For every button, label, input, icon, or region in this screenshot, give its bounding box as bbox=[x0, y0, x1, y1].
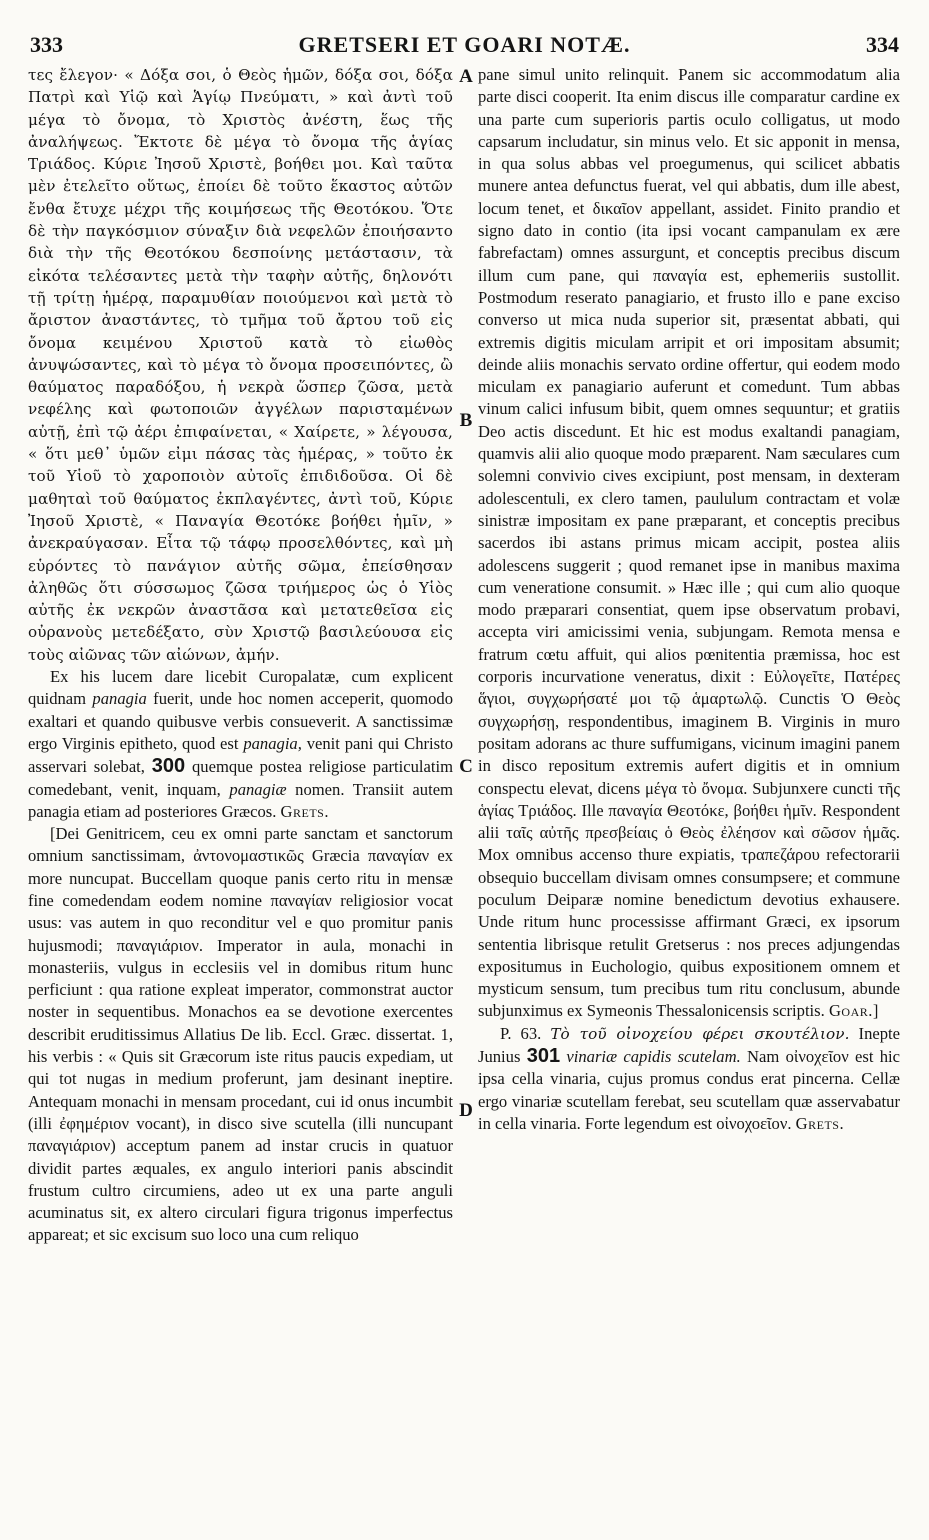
left-column bbox=[28, 64, 453, 1247]
column-number-301: 301 bbox=[526, 1045, 561, 1068]
signature-grets: Grets. bbox=[795, 1113, 845, 1133]
page-number-right: 334 bbox=[866, 32, 899, 57]
margin-marker-d: D bbox=[459, 1100, 473, 1121]
signature-grets: Grets. bbox=[280, 801, 330, 821]
commentary-paragraph-gretser: Ex his lucem dare licebit Curopalatæ, cum explicent quidnam panagia fuerit, unde hoc nomen acceperit, quomodo exaltari et quando quibusve verbis consueverit. A sanctissimæ ergo Virginis epitheto, quod est panagia, venit pani qui Christo asservari solebat, 300 quemque postea religiose particulatim comedebant, venit, inquam, panagiæ nomen. Transiit autem panagia etiam ad posteriores Græcos. Grets. bbox=[28, 667, 453, 821]
column-number-300: 300 bbox=[151, 755, 186, 778]
page-number-left: 333 bbox=[30, 32, 63, 57]
margin-marker-a: A bbox=[459, 66, 473, 87]
page-header bbox=[30, 32, 899, 58]
margin-marker-c: C bbox=[459, 756, 473, 777]
margin-marker-b: B bbox=[459, 410, 473, 431]
commentary-paragraph-goar: [Dei Genitricem, ceu ex omni parte sanctam et sanctorum omnium sanctissimam, ἀντονομαστικῶς Græcia παναγίαν ex more nuncupat. Buccellam quoque panis certo ritu in mensæ fine comedendam eodem nomine παναγίαν religiosior vocat usus: vas autem in quo reconditur vel e quo promitur panis hujusmodi; παναγιάριον. Imperator in aula, monachi in monasteriis, vulgus in ecclesiis vel in domibus ritum hunc perficiunt : qua ratione expleat imperator, commonstrat auctor noster in sequentibus. Monachos ea se devotione exercentes describit eruditissimus Allatius De lib. Eccl. Græc. dissertat. 1, his verbis : « Quis sit Græcorum iste ritus paucis expediam, ut qui tot nugas in medium proferunt, jam desinant ineptire. Antequam monachi in mensam procedant, cui id onus incumbit (illi ἐφημέριον vocant), in disco sive scutella (illi nuncupant παναγιάριον) acceptum panem ad instar crucis in quatuor dividit partes æquales, ex angulo interiori panis abscindit frustum cultro circumiens, adeo ut ex una parte anguli acuminatus sit, ex altero circulari figura trigonus imperfectus appareat; et sic excisum suo loco una cum reliquo bbox=[28, 824, 453, 1245]
right-column bbox=[478, 64, 900, 1135]
note-p63: P. 63. Τὸ τοῦ οἰνοχείου φέρει σκουτέλιον. Inepte Junius 301 vinariæ capidis scutelam. Nam οἰνοχεῖον est hic ipsa cella vinaria, cujus promus condus erat pincerna. Cellæ ergo vinariæ scutellam ferebat, seu scutellam quæ asservabatur in cella vinaria. Forte legendum est οἰνοχοεῖον. Grets. bbox=[478, 1023, 900, 1133]
signature-goar: Goar.] bbox=[828, 1001, 879, 1021]
commentary-continuation: pane simul unito relinquit. Panem sic accommodatum alia parte disci cooperit. Ita enim discus ille comparatur cardine ex una parte cum superioris partis oculo colligatus, ut modo capsarum includatur, sin minus velo. Et sic apponit in mensa, in qua solus abbas vel proegumenus, qui scilicet abbatis munere antea defunctus fuerat, vel qui abbatis, dum ille abest, locum tenet, et δικαῖον appellant, assidet. Finito prandio et signo dato in contio (ita ipsi vocant campanulam ex ære fabrefactam) omnes assurgunt, et conceptis precibus discum illum cum pane, qui παναγία est, ephemeriis sustollit. Postmodum reserato panagiario, et frusto illo e pane exciso converso ut mica nuda superior sit, præsentat abbati, qui extremis digitis miculam arripit et ori impositam absumit; deinde aliis monachis servato ordine offertur, qui eodem modo miculam ex panagiario auferunt et comedunt. Tum abbas vinum calici infusum bibit, quem omnes sequuntur; et gratiis Deo actis discedunt. Et hic est modus exaltandi panagiam, quamvis alii alio quoque modo præparent. Nam sæculares cum solemni convivio cives excipiunt, post mensam, in dexteram adolescentuli, ex clero tamen, paululum contractam et volæ sinistræ impositam ex pane præparant, et conceptis precibus sacerdos ibi astans primus micam accipit, postea aliis adolescens suggerit ; quod remanet ipse in manibus maxima cum veneratione consumit. » Hæc ille ; qui cum alio quoque modo præparari consentiat, quem ipse observatum probavi, accepta viri amicissimi venia, subjungam. Remota mensa e fratrum cœtu affuit, qui alios pœnitentia præmissa, hoc est corporis incurvatione veneratus, dixit : Εὐλογεῖτε, Πατέρες ἅγιοι, συγχωρήσατέ μοι τῷ ἁμαρτωλῷ. Cunctis Ὁ Θεὸς συγχωρήσῃ, respondentibus, imaginem B. Virginis in muro positam adorans ac thure suffumigans, vicinum imagini panem in disco repositum extremis aufert digitis et in omnium conspectu elevat, dicens μέγα τὸ ὄνομα. Subjunxere cuncti τῆς ἁγίας Τριάδος. Ille παναγία Θεοτόκε, βοήθει ἡμῖν. Respondent alii ταῖς αὐτῆς πρεσβείαις ὁ Θεὸς ἐλέησον καὶ σῶσον ἡμᾶς. Mox omnibus accenso thure expiatis, τραπεζάρου refectorarii obsequio buccellam divisam omnes consumpsere; et commune poculum Deiparæ nomine benedictum devotius exhausere. Unde ritum hunc processisse affirmant Græci, ex ipsorum sententia librisque retulit Gretserus : nos preces adjungendas expositumus in Euchologio, quibus expositionem omnem et mysticum sensum, tum precibus tum ritu conclusum, abunde subjunximus ex Symeonis Thessalonicensis scriptis. Goar.] bbox=[478, 65, 900, 1021]
greek-passage: τες ἔλεγον· « Δόξα σοι, ὁ Θεὸς ἡμῶν, δόξα σοι, δόξα Πατρὶ καὶ Υἱῷ καὶ Ἁγίῳ Πνεύματι, » καὶ ἀντὶ τοῦ μέγα τὸ ὄνομα, τὸ Χριστὸς ἀνέστη, ἕως τῆς ἀναλήψεως. Ἔκτοτε δὲ μέγα τὸ ὄνομα τῆς ἁγίας Τριάδος. Κύριε Ἰησοῦ Χριστὲ, βοήθει μοι. Καὶ ταῦτα μὲν ἐτελεῖτο οὕτως, ἐποίει δὲ τοῦτο ἕκαστος αὐτῶν ἔνθα ἔτυχε μέχρι τῆς κοιμήσεως τῆς Θεοτόκου. Ὅτε δὲ τὴν παγκόσμιον σύναξιν διὰ νεφελῶν ἐποιήσαντο διὰ τὴν τῆς Θεοτόκου δεσποίνης μετάστασιν, τὰ εἰκότα τελέσαντες μετὰ τὴν ταφὴν αὐτῆς, δηλονότι τῇ τρίτῃ ἡμέρᾳ, παραμυθίαν ποιούμενοι καὶ μετὰ τὸ ἄριστον ἀναστάντες, τὸ τμῆμα τοῦ ἄρτου τοῦ εἰς ὄνομα κειμένου Χριστοῦ κατὰ τὸ εἰωθὸς ἀνυψώσαντες, καὶ τὸ μέγα τὸ ὄνομα προσειπόντες, ὢ θαύματος παραδόξου, ἡ νεκρὰ ὥσπερ ζῶσα, μετὰ νεφέλης καὶ φωτοποιῶν ἀγγέλων παρισταμένων αὐτῇ, ἐπὶ τῷ ἀέρι ἐπιφαίνεται, « Χαίρετε, » λέγουσα, « ὅτι μεθ᾽ ὑμῶν εἰμι πάσας τὰς ἡμέρας, » τοῦτο ἐκ τοῦ Υἱοῦ τὸ χαροποιὸν αὐτοῖς ἐπιδιδοῦσα. Οἱ δὲ μαθηταὶ τοῦ θαύματος ἐκπλαγέντες, ἀντὶ τοῦ, Κύριε Ἰησοῦ Χριστὲ, « Παναγία Θεοτόκε βοήθει ἡμῖν, » ἀνεκραύγασαν. Εἶτα τῷ τάφῳ προσελθόντες, καὶ μὴ εὑρόντες τὸ πανάγιον αὐτῆς σῶμα, ἐπείσθησαν ἀληθῶς ὅτι σύσσωμος ζῶσα τριήμερος ὡς ὁ Υἱὸς αὐτῆς ἐκ νεκρῶν ἀναστᾶσα καὶ μετατεθεῖσα εἰς οὐρανοὺς μετεδέξατο, σὺν Χριστῷ βασιλεύουσα εἰς τοὺς αἰῶνας τῶν αἰώνων, ἀμήν. bbox=[28, 66, 453, 664]
running-title: GRETSERI ET GOARI NOTÆ. bbox=[298, 32, 631, 57]
